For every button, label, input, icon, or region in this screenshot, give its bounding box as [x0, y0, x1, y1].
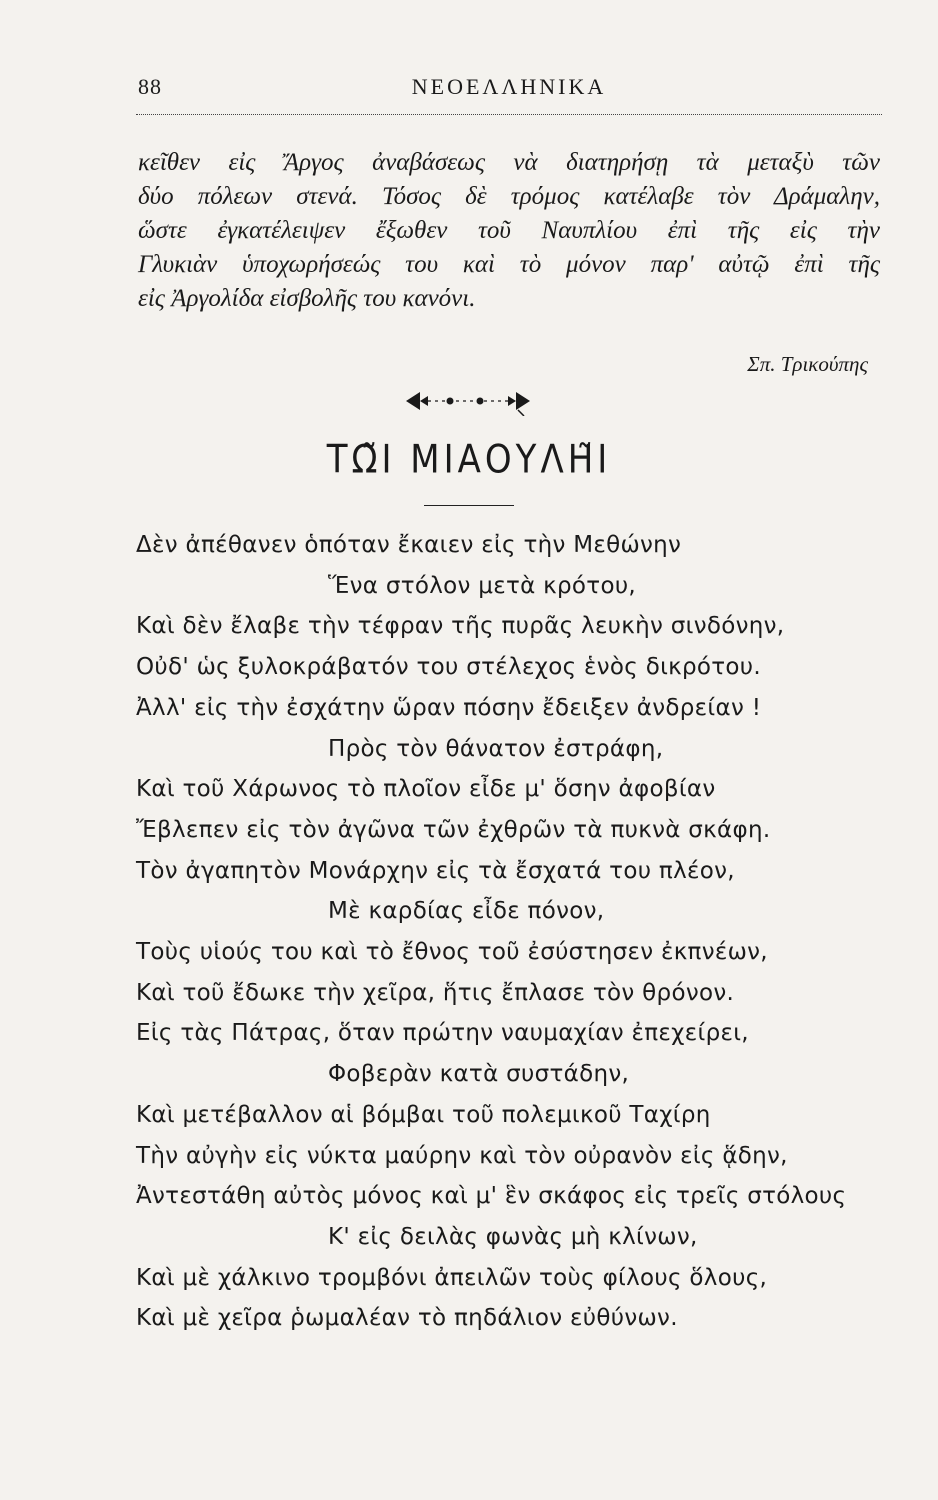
poem-line: Ἔβλεπεν εἰς τὸν ἀγῶνα τῶν ἐχθρῶν τὰ πυκνὰ σκάφη.: [136, 816, 771, 843]
poem-line: Καὶ δὲν ἔλαβε τὴν τέφραν τῆς πυρᾶς λευκὴν σινδόνην,: [136, 613, 785, 640]
title-underline: [424, 505, 514, 506]
poem-line: Πρὸς τὸν θάνατον ἐστράφη,: [328, 735, 664, 762]
prose-line: Γλυκιὰν ὑποχωρήσεώς του καὶ τὸ μόνον παρ' αὐτῷ ἐπὶ τῆς: [138, 251, 880, 278]
poem-line: Ἀντεστάθη αὐτὸς μόνος καὶ μ' ἓν σκάφος εἰς τρεῖς στόλους: [136, 1183, 847, 1210]
poem-title: ΤΩ͂Ι ΜΙΑΟΥΛΗ͂Ι: [326, 437, 612, 483]
prose-paragraph: [138, 146, 880, 316]
prose-line: δύο πόλεων στενά. Τόσος δὲ τρόμος κατέλαβε τὸν Δράμαλην,: [138, 183, 880, 210]
poem-line: Τὸν ἀγαπητὸν Μονάρχην εἰς τὰ ἔσχατά του πλέον,: [136, 857, 735, 884]
prose-line: ὥστε ἐγκατέλειψεν ἔξωθεν τοῦ Ναυπλίου ἐπὶ τῆς εἰς τὴν: [138, 217, 880, 244]
running-head: [138, 74, 880, 104]
poem-line: Ἀλλ' εἰς τὴν ἐσχάτην ὥραν πόσην ἔδειξεν ἀνδρείαν !: [136, 694, 762, 721]
poem-line: Καὶ τοῦ Χάρωνος τὸ πλοῖον εἶδε μ' ὅσην ἀφοβίαν: [136, 776, 716, 803]
ornament-divider-icon: [398, 386, 538, 416]
poem-line: Φοβερὰν κατὰ συστάδην,: [328, 1061, 630, 1088]
poem-line: Δὲν ἀπέθανεν ὁπόταν ἔκαιεν εἰς τὴν Μεθώνην: [136, 532, 682, 558]
journal-title: ΝΕΟΕΛΛΗΝΙΚΑ: [411, 74, 607, 99]
poem-line: Ἕνα στόλον μετὰ κρότου,: [328, 572, 637, 599]
poem-line: Οὐδ' ὡς ξυλοκράβατόν του στέλεχος ἑνὸς δικρότου.: [136, 654, 762, 681]
poem-line: Τὴν αὐγὴν εἰς νύκτα μαύρην καὶ τὸν οὐρανὸν εἰς ᾅδην,: [136, 1142, 788, 1169]
page-number: 88: [138, 74, 162, 99]
poem-line: Εἰς τὰς Πάτρας, ὅταν πρώτην ναυμαχίαν ἐπεχείρει,: [136, 1020, 749, 1047]
poem-line: Τοὺς υἱούς του καὶ τὸ ἔθνος τοῦ ἐσύστησεν ἐκπνέων,: [136, 939, 768, 965]
poem-line: Καὶ μετέβαλλον αἱ βόμβαι τοῦ πολεμικοῦ Ταχίρη: [136, 1101, 711, 1128]
poem-line: Κ' εἰς δειλὰς φωνὰς μὴ κλίνων,: [328, 1223, 698, 1250]
author-signature: Σπ. Τρικούπης: [747, 352, 868, 376]
poem-line: Καὶ μὲ χάλκινο τρομβόνι ἀπειλῶν τοὺς φίλους ὅλους,: [136, 1264, 768, 1291]
poem-line: Καὶ μὲ χεῖρα ῥωμαλέαν τὸ πηδάλιον εὐθύνων.: [136, 1305, 678, 1332]
poem-line: Μὲ καρδίας εἶδε πόνον,: [328, 898, 605, 925]
poem-line: Καὶ τοῦ ἔδωκε τὴν χεῖρα, ἥτις ἔπλασε τὸν θρόνον.: [136, 979, 735, 1006]
header-divider: [136, 114, 882, 115]
prose-line: κεῖθεν εἰς Ἄργος ἀναβάσεως νὰ διατηρήσῃ τὰ μεταξὺ τῶν: [138, 149, 880, 176]
prose-line: εἰς Ἀργολίδα εἰσβολῆς του κανόνι.: [138, 285, 476, 312]
